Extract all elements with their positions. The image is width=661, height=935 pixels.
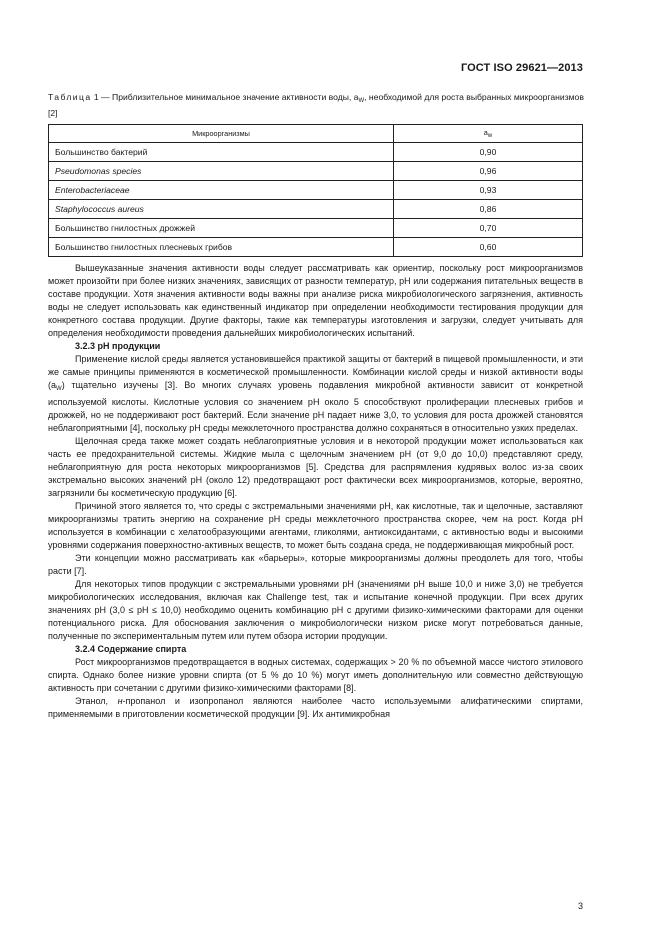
- table-row: [49, 162, 583, 181]
- aw-value: 0,70: [394, 219, 583, 238]
- organism-name: Staphylococcus aureus: [49, 200, 394, 219]
- section-heading-ph: 3.2.3 pH продукции: [75, 341, 161, 351]
- caption-subscript: W: [358, 98, 365, 104]
- paragraph-part: Этанол,: [75, 696, 118, 706]
- caption-text: 1 — Приблизительное минимальное значение активности воды, a: [93, 92, 359, 102]
- paragraph: Рост микроорганизмов предотвращается в водных системах, содержащих > 20 % по объемной массе чистого этилового спирта. Однако более низкие уровни спирта (от 5 % до 10 %) могут иметь дополнительную или совместно действующую активность при сочетании с другими физико-химическими факторами [8].: [48, 657, 583, 693]
- organism-name: Pseudomonas species: [49, 162, 394, 181]
- header-organisms: Микроорганизмы: [49, 125, 394, 143]
- aw-value: 0,93: [394, 181, 583, 200]
- paragraph: Для некоторых типов продукции с экстремальными уровнями pH (значениями pH выше 10,0 и ниже 3,0) не требуется микробиологических исследования, включая как Challenge test, так и испытание конечной продукции. При всех других значениях pH (3,0 ≤ pH ≤ 10,0) необходимо оценить комбинацию pH с другими физико-химическими факторами для оценки потенциального риска. Для обоснования заключения о микробиологически низком риске могут потребоваться данные, полученные по экспериментальным путем или путем обзора истории продукции.: [48, 579, 583, 641]
- aw-subscript: W: [56, 386, 62, 392]
- organism-name: Enterobacteriaceae: [49, 181, 394, 200]
- paragraph-part: Применение кислой среды является установившейся практикой защиты от бактерий в пищевой промышленности, и эти же самые принципы применяются в косметической промышленности. Комбинации кислой среды и низкой активности воды (a: [48, 354, 583, 390]
- caption-label: Таблица: [48, 92, 92, 102]
- organism-name: Большинство гнилостных дрожжей: [49, 219, 394, 238]
- header-aw-letter: a: [483, 128, 488, 137]
- aw-value: 0,90: [394, 143, 583, 162]
- caption-tail: , необходимой для роста выбранных микроорганизмов [2]: [48, 92, 584, 118]
- paragraph: Вышеуказанные значения активности воды следует рассматривать как ориентир, поскольку рост микроорганизмов может произойти при более низких значениях, зависящих от разности температур, pH или содержания питательных веществ в составе продукции. Хотя значения активности воды важны при анализе риска микробиологического загрязнения, активность воды не следует использовать как единственный индикатор при определении необходимости тестирования продукции для конкретного состава продукции. Другие факторы, такие как температуры изготовления и загрузки, следует учитывать для определения необходимости проведения дальнейших микробиологических испытаний.: [48, 263, 583, 338]
- paragraph-italic: н: [117, 696, 123, 706]
- paragraph: Щелочная среда также может создать неблагоприятные условия и в некоторой продукции может использоваться как часть ее предохранительной системы. Жидкие мыла с щелочным значением pH (от 9,0 до 10,0) представляют среду, неблагоприятную для роста некоторых микроорганизмов [5]. Средства для распрямления кудрявых волос из-за своих экстремально высоких значений pH (около 12) предотвращают рост фактически всех микроорганизмов, которые, вероятно, загрязнили бы косметическую продукцию [6].: [48, 436, 583, 498]
- aw-value: 0,86: [394, 200, 583, 219]
- paragraph-part: -пропанол и изопропанол являются наиболее часто используемыми алифатическими спиртами, применяемыми в приготовлении косметической продукции [9]. Их антимикробная: [48, 696, 583, 719]
- section-heading-alcohol: 3.2.4 Содержание спирта: [75, 644, 187, 654]
- table-row: [49, 238, 583, 257]
- aw-value: 0,60: [394, 238, 583, 257]
- organism-name: Большинство гнилостных плесневых грибов: [49, 238, 394, 257]
- table-row: [49, 219, 583, 238]
- table-caption: [48, 91, 588, 119]
- table-row: [49, 200, 583, 219]
- paragraph: Эти концепции можно рассматривать как «барьеры», которые микроорганизмы должны преодолеть для того, чтобы расти [7].: [48, 553, 583, 576]
- paragraph: [48, 695, 583, 721]
- table-header-row: [49, 125, 583, 143]
- table-row: [49, 181, 583, 200]
- paragraph-part: ) тщательно изучены [3]. Во многих случаях уровень подавления микробной активности зависит от конкретной используемой кислоты. Кислотные условия со значением pH около 5 способствуют пролиферации плесневых грибов и дрожжей, но не поддерживают рост бактерий. Если значение pH падает ниже 3,0, то условия для роста дрожжей становятся неблагоприятными [4], поскольку pH среды межклеточного пространства должно сохраняться в относительно узких пределах.: [48, 380, 583, 433]
- paragraph: [48, 353, 583, 435]
- page-number: 3: [577, 901, 583, 911]
- aw-value: 0,96: [394, 162, 583, 181]
- standard-designation: ГОСТ ISO 29621—2013: [460, 62, 583, 74]
- body-text: [48, 262, 583, 721]
- table-row: [49, 143, 583, 162]
- organism-name: Большинство бактерий: [49, 143, 394, 162]
- water-activity-table: [48, 124, 583, 257]
- header-aw-sub: w: [487, 133, 493, 139]
- paragraph: Причиной этого является то, что среды с экстремальными значениями pH, как кислотные, так и щелочные, заставляют микроорганизмы тратить энергию на сохранение pH среды межклеточного пространства скорее, чем на рост. Когда pH используется в комбинации с хелатообразующими агентами, гликолями, антиоксидантами, с активностью воды и высокими уровнями содержания поверхностно-активных веществ, то может быть создана среда, не поддерживающая микробный рост.: [48, 501, 583, 550]
- header-aw: [394, 125, 583, 143]
